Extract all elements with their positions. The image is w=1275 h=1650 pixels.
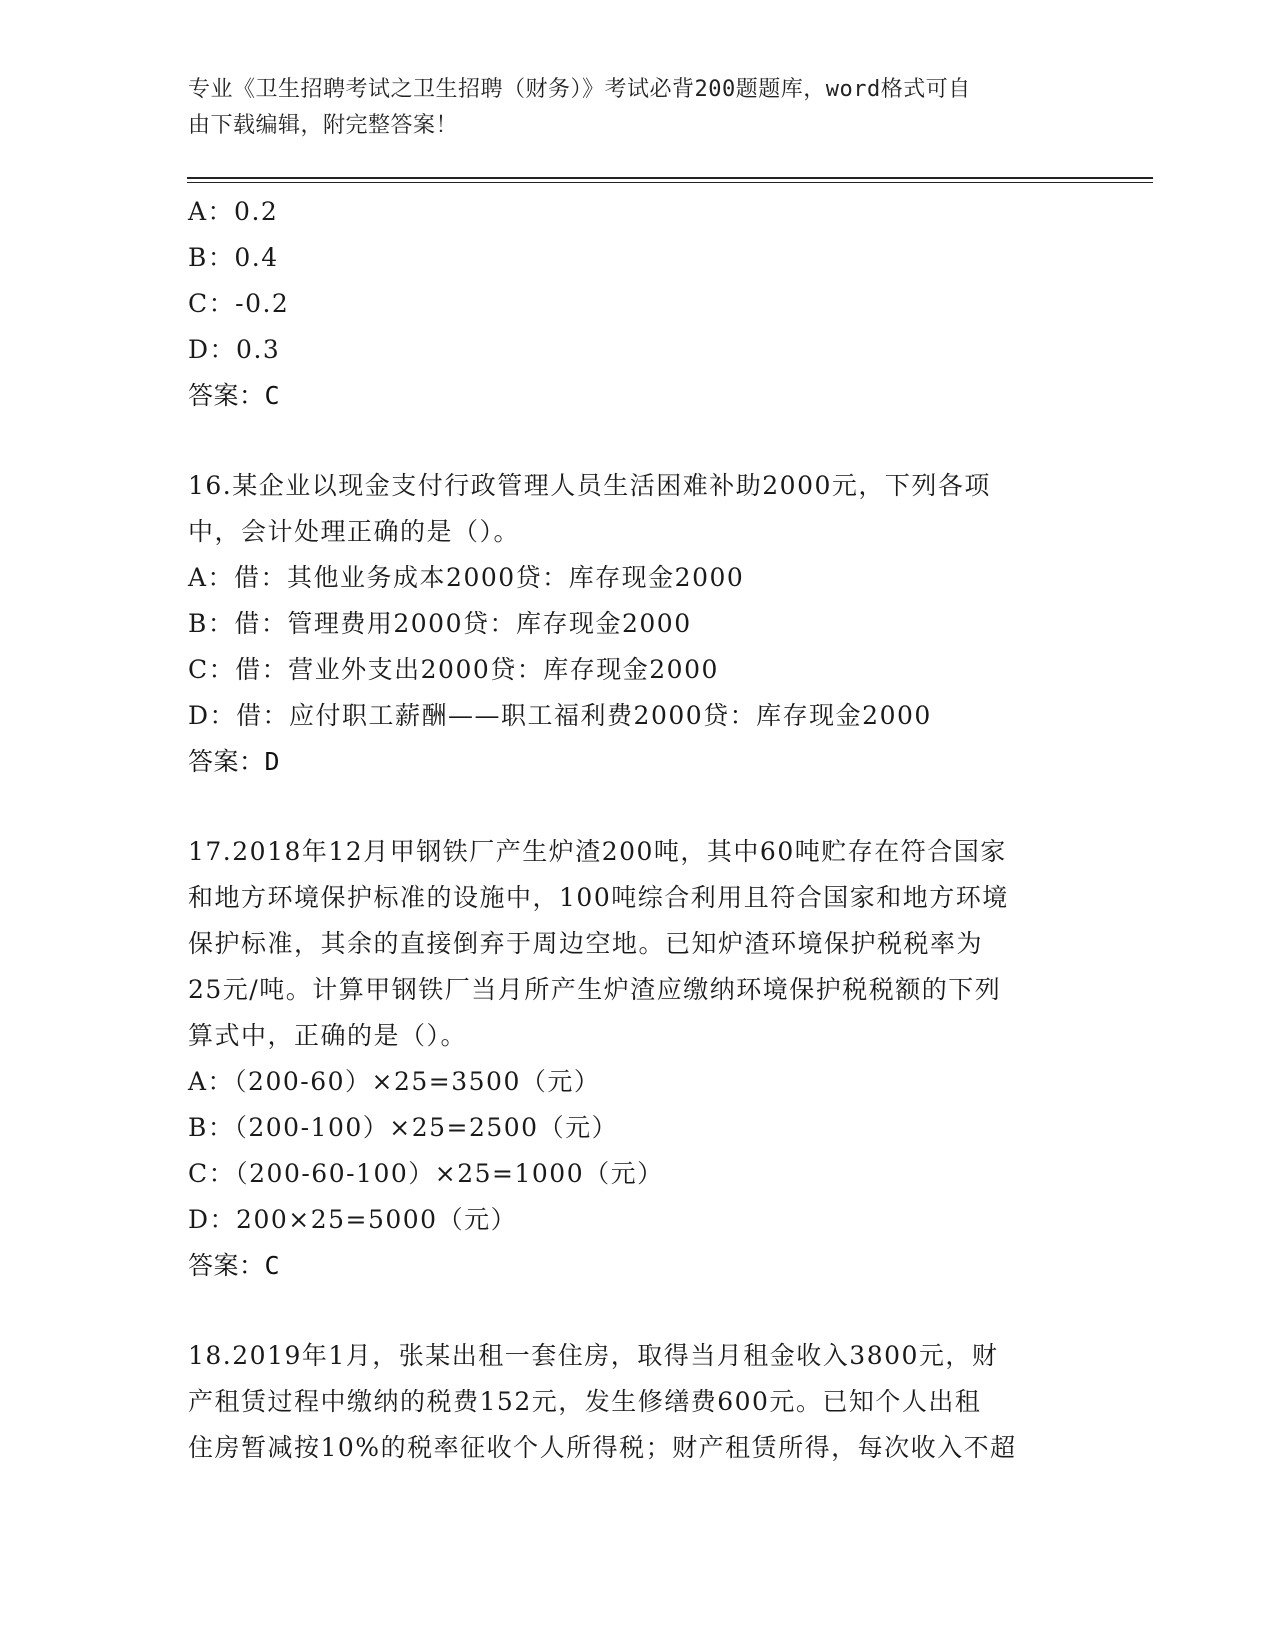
option-b: B：（200-100）×25=2500（元） — [188, 1113, 619, 1142]
question-18 — [188, 1333, 1088, 1471]
question-stem-line: 中，会计处理正确的是（）。 — [188, 517, 521, 546]
question-stem-line: 算式中，正确的是（）。 — [188, 1021, 468, 1050]
option-d: D：0.3 — [188, 335, 281, 364]
question-stem-line: 产租赁过程中缴纳的税费152元，发生修缮费600元。已知个人出租 — [188, 1387, 982, 1416]
question-stem-line: 16.某企业以现金支付行政管理人员生活困难补助2000元，下列各项 — [188, 471, 991, 500]
option-a: A：0.2 — [188, 197, 279, 226]
option-c: C：借：营业外支出2000贷：库存现金2000 — [188, 655, 719, 684]
header-line-1: 专业《卫生招聘考试之卫生招聘（财务）》考试必背200题题库，word格式可自 — [188, 77, 971, 102]
document-header — [188, 72, 1088, 144]
answer: 答案：C — [188, 1251, 281, 1280]
option-a: A：（200-60）×25=3500（元） — [188, 1067, 601, 1096]
question-17 — [188, 829, 1088, 1289]
option-b: B：借：管理费用2000贷：库存现金2000 — [188, 609, 692, 638]
question-stem-line: 18.2019年1月，张某出租一套住房，取得当月租金收入3800元，财 — [188, 1341, 999, 1370]
question-stem-line: 住房暂减按10%的税率征收个人所得税；财产租赁所得，每次收入不超 — [188, 1433, 1017, 1462]
question-stem-line: 25元/吨。计算甲钢铁厂当月所产生炉渣应缴纳环境保护税税额的下列 — [188, 975, 1002, 1004]
answer: 答案：D — [188, 747, 281, 776]
option-c: C：-0.2 — [188, 289, 290, 318]
question-stem-line: 17.2018年12月甲钢铁厂产生炉渣200吨，其中60吨贮存在符合国家 — [188, 837, 1007, 866]
question-stem-line: 保护标准，其余的直接倒弃于周边空地。已知炉渣环境保护税税率为 — [188, 929, 984, 958]
option-d: D：借：应付职工薪酬——职工福利费2000贷：库存现金2000 — [188, 701, 932, 730]
answer: 答案：C — [188, 381, 281, 410]
question-stem-line: 和地方环境保护标准的设施中，100吨综合利用且符合国家和地方环境 — [188, 883, 1009, 912]
question-16 — [188, 463, 1088, 785]
option-c: C：（200-60-100）×25=1000（元） — [188, 1159, 664, 1188]
option-b: B：0.4 — [188, 243, 279, 272]
document-body — [188, 189, 1088, 1471]
header-line-2: 由下载编辑，附完整答案！ — [188, 113, 459, 138]
header-rule-thin — [187, 182, 1153, 183]
question-15 — [188, 189, 1088, 419]
option-d: D：200×25=5000（元） — [188, 1205, 518, 1234]
header-rule-thick — [187, 177, 1153, 179]
option-a: A：借：其他业务成本2000贷：库存现金2000 — [188, 563, 745, 592]
